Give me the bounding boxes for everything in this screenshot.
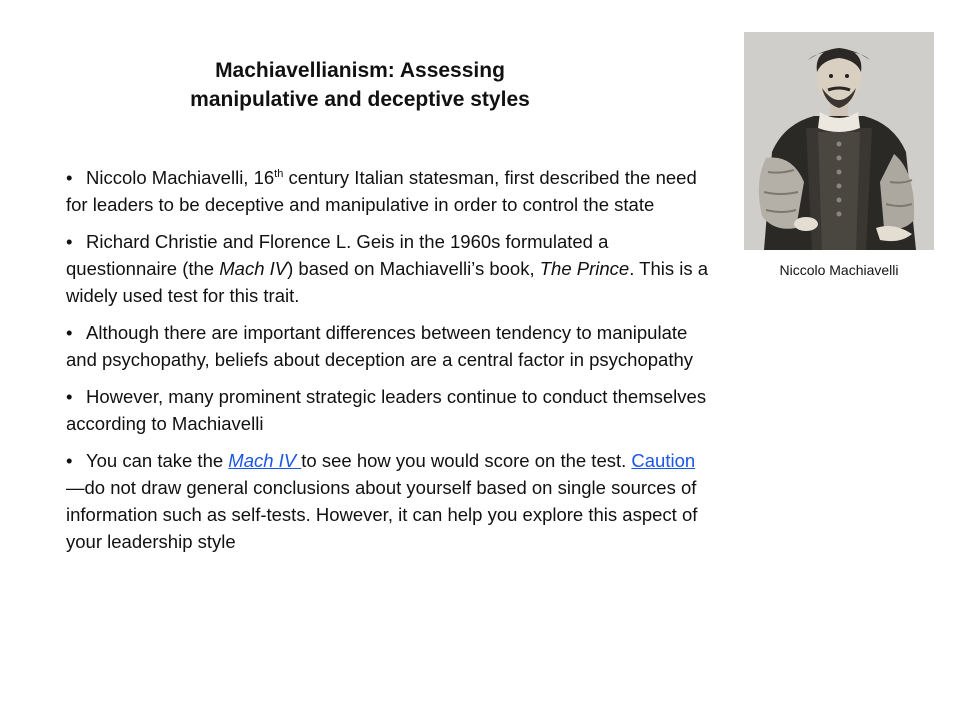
bullet-2-text: Richard Christie and Florence L. Geis in the 1960s formulated a questionnaire (the <box>66 231 609 279</box>
bullet-dot-icon: • <box>66 322 73 343</box>
slide-title-line-2: manipulative and deceptive styles <box>190 88 530 111</box>
bullet-dot-icon: • <box>66 231 73 252</box>
bullet-5-text: You can take the <box>86 450 229 471</box>
bullet-item <box>66 447 712 555</box>
bullet-4-text: However, many prominent strategic leaders continue to conduct themselves according to Machiavelli <box>66 386 707 434</box>
bullet-item <box>66 319 712 373</box>
bullet-item <box>66 383 712 437</box>
bullet-dot-icon: • <box>66 386 73 407</box>
bullet-1-superscript: th <box>274 167 284 180</box>
bullet-1-text-rest: century Italian statesman, first described the need for leaders to be deceptive and manipulative in order to control the state <box>66 167 697 215</box>
machiavelli-portrait <box>744 32 934 250</box>
bullet-dot-icon: • <box>66 167 73 188</box>
portrait-caption: Niccolo Machiavelli <box>779 262 899 278</box>
bullet-5-text-end: —do not draw general conclusions about yourself based on single sources of information such as self-tests. However, it can help you explore this aspect of your leadership style <box>66 477 698 552</box>
bullet-2-italic-mach-iv: Mach IV <box>219 258 288 279</box>
mach-iv-link[interactable]: Mach IV <box>228 450 302 471</box>
bullet-2-text-end: . This is a widely used test for this trait. <box>66 258 709 306</box>
portrait-illustration <box>744 32 934 250</box>
bullet-item <box>66 164 712 218</box>
bullet-2-italic-book: The Prince <box>539 258 630 279</box>
slide-title <box>140 56 580 114</box>
bullet-3-text: Although there are important differences between tendency to manipulate and psychopathy, beliefs about deception are a central factor in psychopathy <box>66 322 694 370</box>
bullet-5-text-mid: to see how you would score on the test. <box>301 450 632 471</box>
bullet-list <box>66 164 712 565</box>
caution-link[interactable]: Caution <box>631 450 696 471</box>
slide-title-line-1: Machiavellianism: Assessing <box>215 59 505 82</box>
bullet-dot-icon: • <box>66 450 73 471</box>
bullet-item <box>66 228 712 309</box>
bullet-1-text: Niccolo Machiavelli, 16 <box>86 167 275 188</box>
bullet-2-text-mid: ) based on Machiavelli’s book, <box>287 258 540 279</box>
